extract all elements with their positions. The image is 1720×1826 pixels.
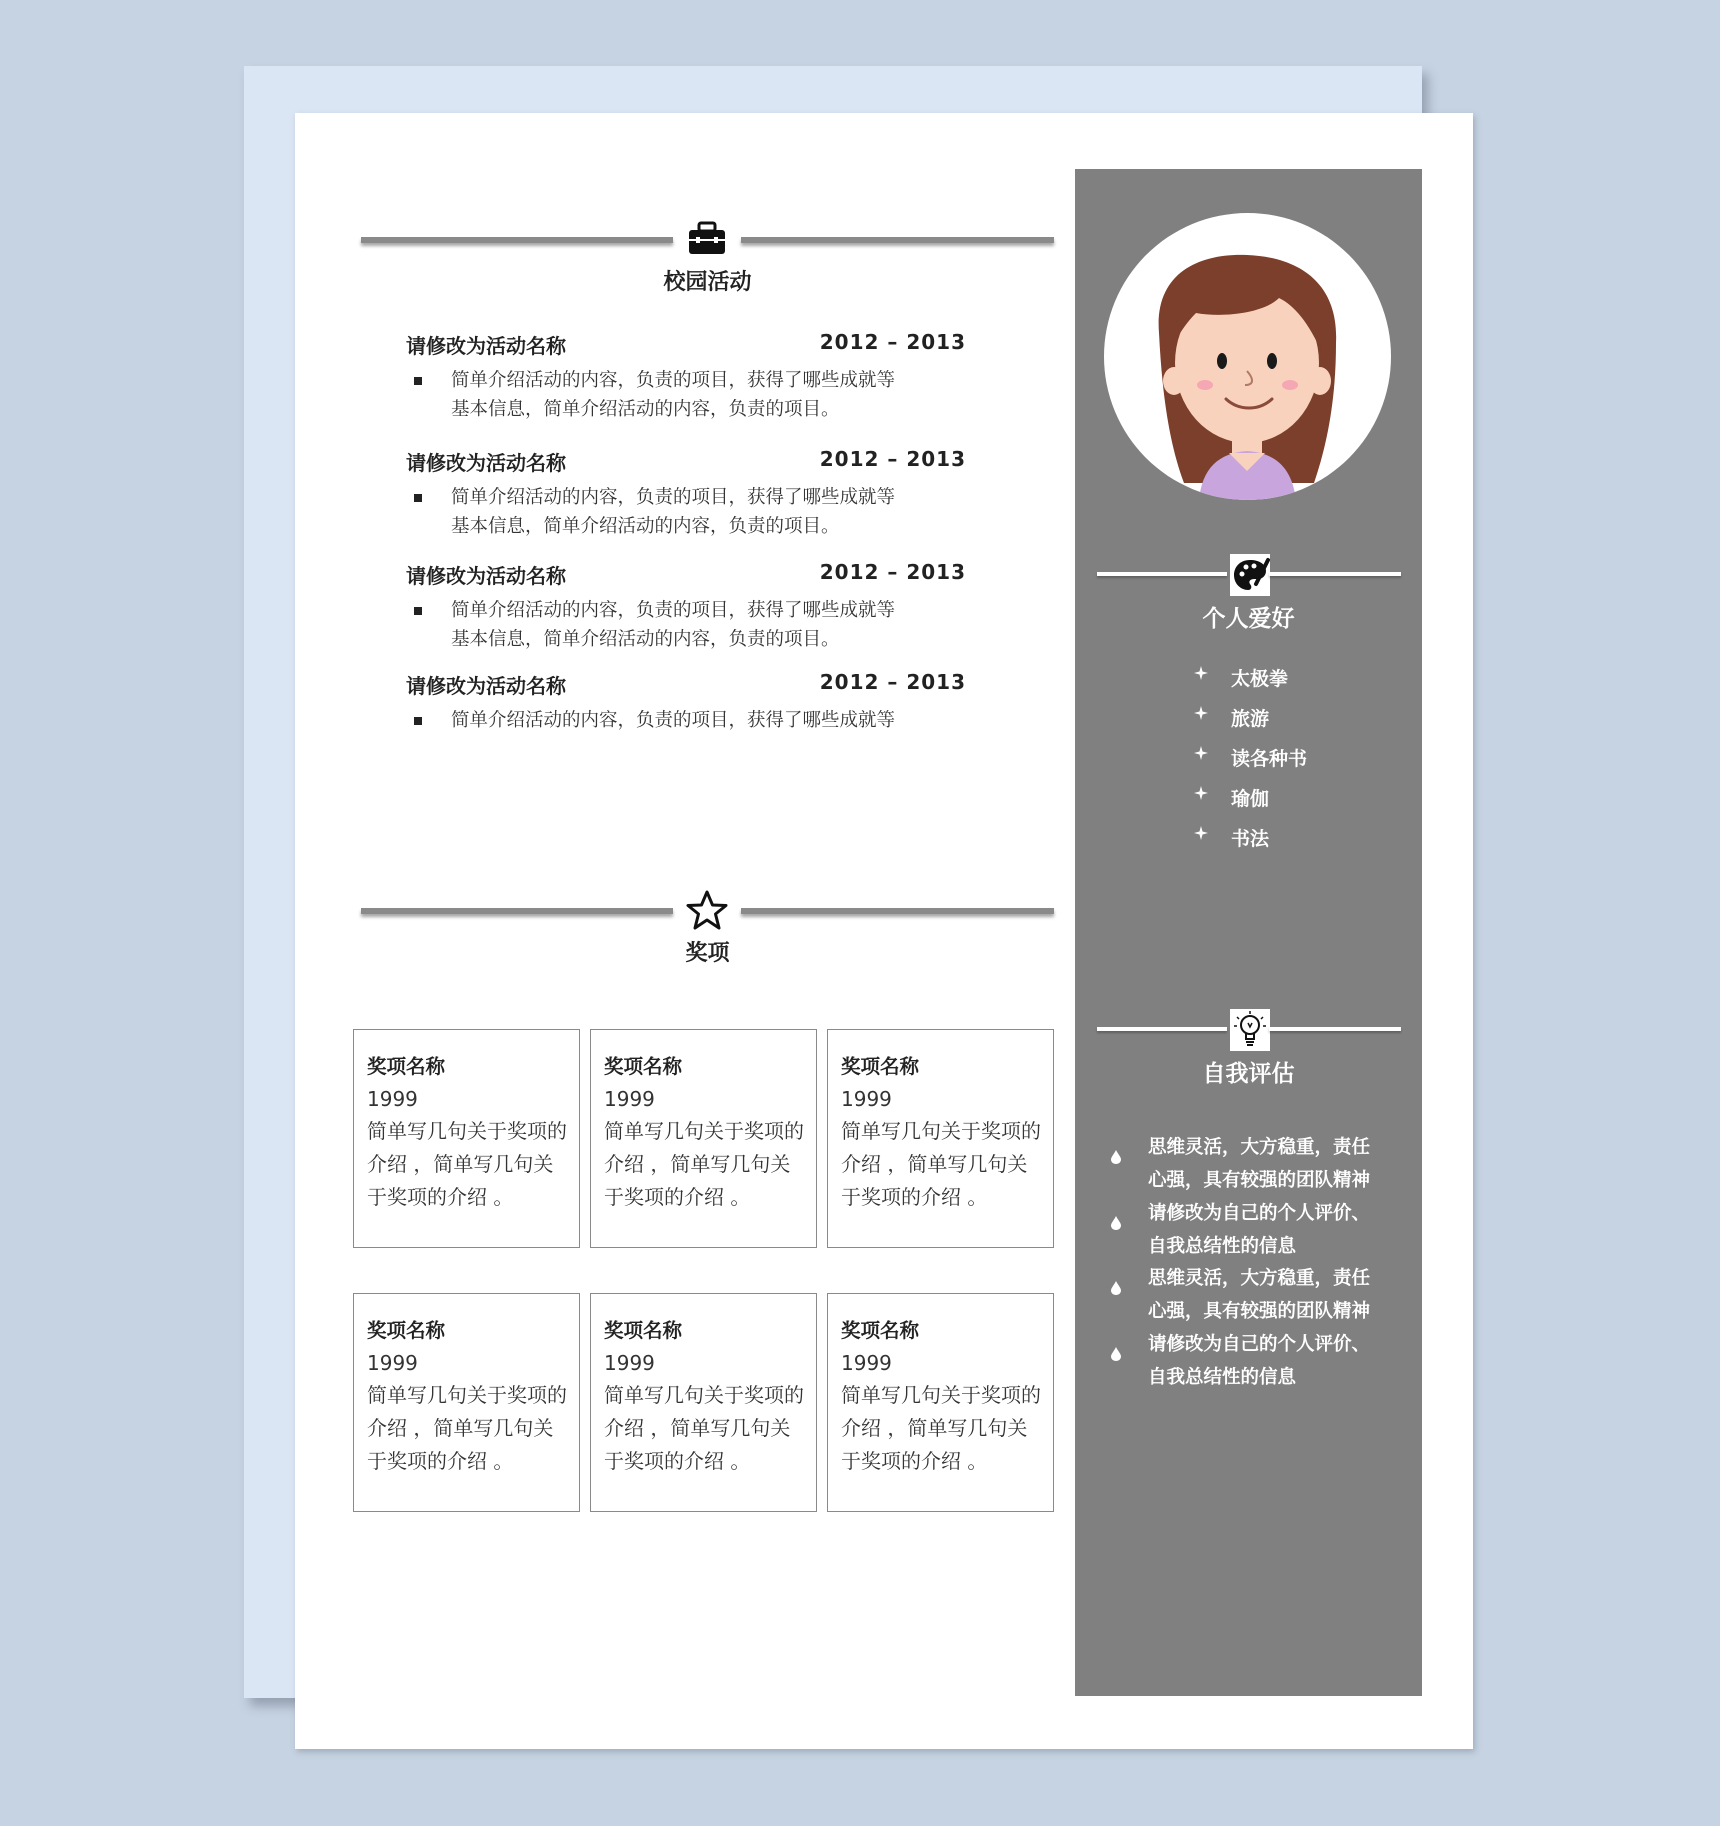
avatar: [1104, 213, 1391, 500]
awards-section-title: 奖项: [685, 941, 730, 966]
award-name: 奖项名称: [604, 1055, 683, 1078]
square-bullet-icon: [414, 717, 422, 725]
square-bullet-icon: [414, 377, 422, 385]
activity-desc-line: 基本信息，简单介绍活动的内容，负责的项目。: [451, 399, 840, 420]
award-year: 1999: [367, 1351, 418, 1375]
activity-date: 2012 – 2013: [819, 330, 966, 354]
lightbulb-icon: [1230, 1009, 1270, 1051]
award-desc-line: 于奖项的介绍 。: [367, 1449, 514, 1473]
self-eval-item: [1111, 1262, 1401, 1328]
award-name: 奖项名称: [367, 1319, 446, 1342]
hobbies-header: [1097, 554, 1401, 598]
self-eval-line: 心强，具有较强的团队精神: [1148, 1301, 1371, 1322]
award-card: [827, 1029, 1054, 1248]
activity-name: 请修改为活动名称: [406, 334, 566, 358]
award-desc-line: 简单写几句关于奖项的: [841, 1383, 1041, 1407]
award-name: 奖项名称: [367, 1055, 446, 1078]
award-year: 1999: [841, 1087, 892, 1111]
divider-line: [1269, 1027, 1401, 1031]
sidebar: [1075, 169, 1422, 1696]
self-eval-line: 请修改为自己的个人评价、: [1148, 1334, 1371, 1355]
square-bullet-icon: [414, 494, 422, 502]
award-name: 奖项名称: [841, 1319, 920, 1342]
hobby-label: 读各种书: [1231, 748, 1308, 770]
awards-section-header: [361, 882, 1054, 942]
cartoon-girl-avatar: [1104, 213, 1391, 500]
activity-item: [406, 670, 966, 735]
paint-palette-icon: [1230, 554, 1270, 596]
award-card: [827, 1293, 1054, 1512]
award-desc-line: 简单写几句关于奖项的: [367, 1383, 567, 1407]
briefcase-icon: [683, 217, 731, 263]
award-desc-line: 于奖项的介绍 。: [367, 1185, 514, 1209]
sparkle-bullet-icon: [1193, 704, 1211, 726]
award-year: 1999: [604, 1087, 655, 1111]
self-eval-header: [1097, 1009, 1401, 1053]
divider-line: [361, 237, 673, 243]
activity-item: [406, 560, 966, 654]
activity-name: 请修改为活动名称: [406, 451, 566, 475]
award-card: [353, 1293, 580, 1512]
hobby-label: 书法: [1231, 828, 1270, 850]
divider-line: [361, 908, 673, 914]
award-desc-line: 于奖项的介绍 。: [604, 1449, 751, 1473]
award-desc-line: 简单写几句关于奖项的: [604, 1383, 804, 1407]
drop-bullet-icon: [1111, 1208, 1121, 1222]
sparkle-bullet-icon: [1193, 824, 1211, 846]
award-desc-line: 简单写几句关于奖项的: [367, 1119, 567, 1143]
award-desc-line: 介绍 ，简单写几句关: [604, 1152, 791, 1176]
award-desc-line: 于奖项的介绍 。: [604, 1185, 751, 1209]
award-card: [353, 1029, 580, 1248]
award-desc-line: 介绍 ，简单写几句关: [367, 1416, 554, 1440]
self-eval-title: 自我评估: [1202, 1061, 1295, 1087]
activity-desc-line: 简单介绍活动的内容，负责的项目，获得了哪些成就等: [451, 600, 896, 621]
self-eval-line: 自我总结性的信息: [1148, 1367, 1297, 1388]
activity-date: 2012 – 2013: [819, 560, 966, 584]
award-desc-line: 于奖项的介绍 。: [841, 1449, 988, 1473]
award-desc-line: 介绍 ，简单写几句关: [841, 1416, 1028, 1440]
award-year: 1999: [841, 1351, 892, 1375]
sparkle-bullet-icon: [1193, 784, 1211, 806]
divider-line: [1097, 572, 1227, 576]
activity-item: [406, 447, 966, 541]
divider-line: [741, 237, 1054, 243]
divider-line: [1269, 572, 1401, 576]
award-card: [590, 1293, 817, 1512]
award-desc-line: 于奖项的介绍 。: [841, 1185, 988, 1209]
award-name: 奖项名称: [604, 1319, 683, 1342]
self-eval-line: 心强，具有较强的团队精神: [1148, 1170, 1371, 1191]
activity-date: 2012 – 2013: [819, 447, 966, 471]
self-eval-item: [1111, 1131, 1401, 1197]
self-eval-line: 请修改为自己的个人评价、: [1148, 1203, 1371, 1224]
award-desc-line: 介绍 ，简单写几句关: [367, 1152, 554, 1176]
activity-desc-line: 简单介绍活动的内容，负责的项目，获得了哪些成就等: [451, 487, 896, 508]
award-name: 奖项名称: [841, 1055, 920, 1078]
award-desc-line: 简单写几句关于奖项的: [841, 1119, 1041, 1143]
self-eval-line: 思维灵活，大方稳重，责任: [1148, 1137, 1371, 1158]
hobby-label: 旅游: [1231, 708, 1270, 730]
sparkle-bullet-icon: [1193, 664, 1211, 686]
sparkle-bullet-icon: [1193, 744, 1211, 766]
drop-bullet-icon: [1111, 1273, 1121, 1287]
activity-name: 请修改为活动名称: [406, 674, 566, 698]
activity-desc-line: 简单介绍活动的内容，负责的项目，获得了哪些成就等: [451, 370, 896, 391]
square-bullet-icon: [414, 607, 422, 615]
award-year: 1999: [367, 1087, 418, 1111]
award-year: 1999: [604, 1351, 655, 1375]
activity-desc-line: 简单介绍活动的内容，负责的项目，获得了哪些成就等: [451, 710, 896, 731]
self-eval-line: 自我总结性的信息: [1148, 1236, 1297, 1257]
award-desc-line: 简单写几句关于奖项的: [604, 1119, 804, 1143]
activity-date: 2012 – 2013: [819, 670, 966, 694]
hobby-label: 太极拳: [1231, 668, 1289, 690]
divider-line: [741, 908, 1054, 914]
hobby-label: 瑜伽: [1231, 788, 1270, 810]
activity-desc-line: 基本信息，简单介绍活动的内容，负责的项目。: [451, 516, 840, 537]
star-outline-icon: [683, 888, 731, 934]
award-desc-line: 介绍 ，简单写几句关: [841, 1152, 1028, 1176]
award-card: [590, 1029, 817, 1248]
divider-line: [1097, 1027, 1227, 1031]
award-desc-line: 介绍 ，简单写几句关: [604, 1416, 791, 1440]
self-eval-item: [1111, 1328, 1401, 1394]
self-eval-item: [1111, 1197, 1401, 1263]
campus-section-title: 校园活动: [663, 270, 752, 295]
activity-item: [406, 330, 966, 424]
activity-name: 请修改为活动名称: [406, 564, 566, 588]
drop-bullet-icon: [1111, 1339, 1121, 1353]
resume-page: [295, 113, 1473, 1749]
drop-bullet-icon: [1111, 1142, 1121, 1156]
activity-desc-line: 基本信息，简单介绍活动的内容，负责的项目。: [451, 629, 840, 650]
hobbies-title: 个人爱好: [1202, 606, 1295, 632]
campus-section-header: [361, 211, 1054, 271]
self-eval-line: 思维灵活，大方稳重，责任: [1148, 1268, 1371, 1289]
